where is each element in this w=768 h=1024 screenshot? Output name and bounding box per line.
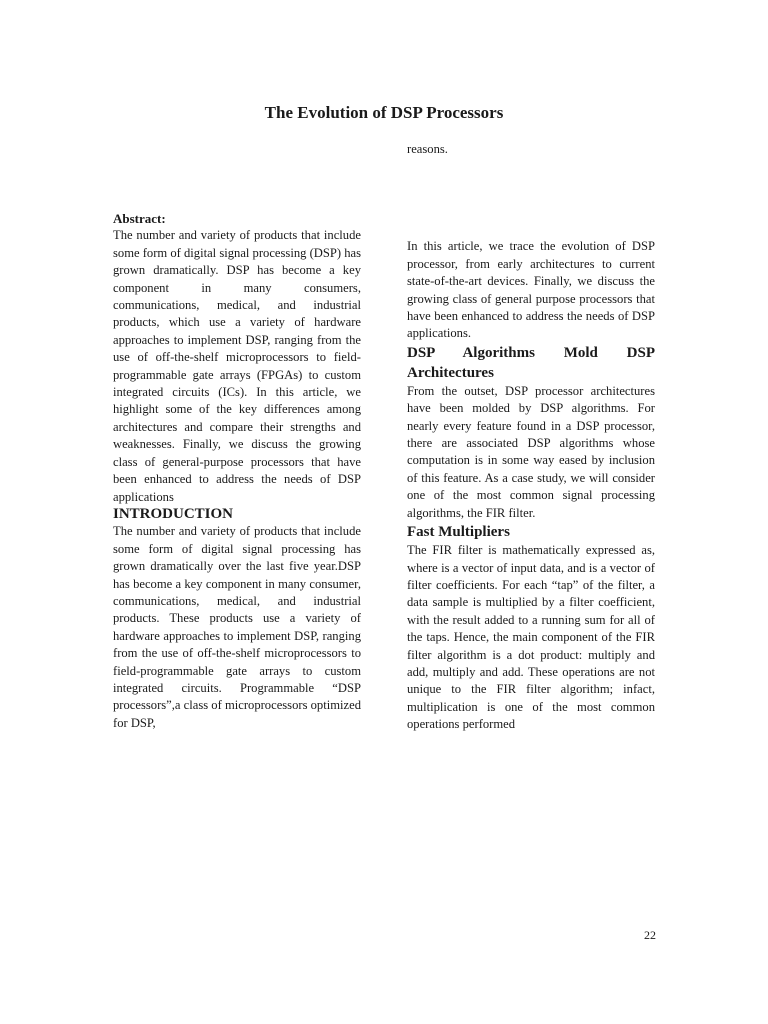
introduction-heading: INTRODUCTION — [113, 505, 234, 522]
introduction-paragraph: The number and variety of products that include some form of digital signal processing has grown dramatically over the last five year.DSP has become a key component in many consumer, communications, medical, and industrial products. These products use a variety of hardware approaches to implement DSP, ranging from the use of off-the-shelf microprocessors to field-programmable gate arrays to custom integrated circuits. Programmable “DSP processors”,a class of microprocessors optimized for DSP, — [113, 524, 361, 730]
abstract-heading: Abstract: — [113, 211, 166, 226]
left-column — [113, 210, 361, 732]
intro-continued-paragraph: In this article, we trace the evolution of DSP processor, from early architectures to current state-of-the-art devices. Finally, we discuss the growing class of general purpose processors that have been enhanced to address the needs of DSP applications. — [407, 239, 655, 341]
continuation-text: reasons. — [407, 142, 448, 156]
section-paragraph-fast-multipliers: The FIR filter is mathematically expressed as, where is a vector of input data, and is a vector of filter coefficients. For each “tap” of the filter, a data sample is multiplied by a filter coefficient, with the result added to a running sum for all of the taps. Hence, the main component of the FIR filter algorithm is a dot product: multiply and add, multiply and add. These operations are not unique to the FIR filter algorithm; infact, multiplication is one of the most common operations performed — [407, 543, 655, 732]
abstract-paragraph: The number and variety of products that include some form of digital signal processing (DSP) has grown dramatically. DSP has become a key component in many consumers, communications, medical, and industrial products, which use a variety of hardware approaches to implement DSP, ranging from the use of off-the-shelf microprocessors to field-programmable gate arrays (FPGAs) to custom integrated circuits (ICs). In this article, we highlight some of the key differences among architectures and compare their strengths and weaknesses. Finally, we discuss the growing class of general-purpose processors that have been enhanced to address the needs of DSP applications — [113, 228, 361, 504]
page-title: The Evolution of DSP Processors — [264, 103, 504, 122]
right-column — [407, 141, 655, 734]
section-paragraph-dsp-algorithms: From the outset, DSP processor architectures have been molded by DSP algorithms. For nearly every feature found in a DSP processor, there are associated DSP algorithms whose computation is in some way eased by inclusion of this feature. As a case study, we will consider one of the most common signal processing algorithms, the FIR filter. — [407, 383, 655, 520]
page-number: 22 — [644, 928, 656, 942]
section-heading-fast-multipliers: Fast Multipliers — [407, 524, 510, 541]
section-heading-dsp-algorithms: DSP Algorithms Mold DSP Architectures — [407, 344, 655, 381]
